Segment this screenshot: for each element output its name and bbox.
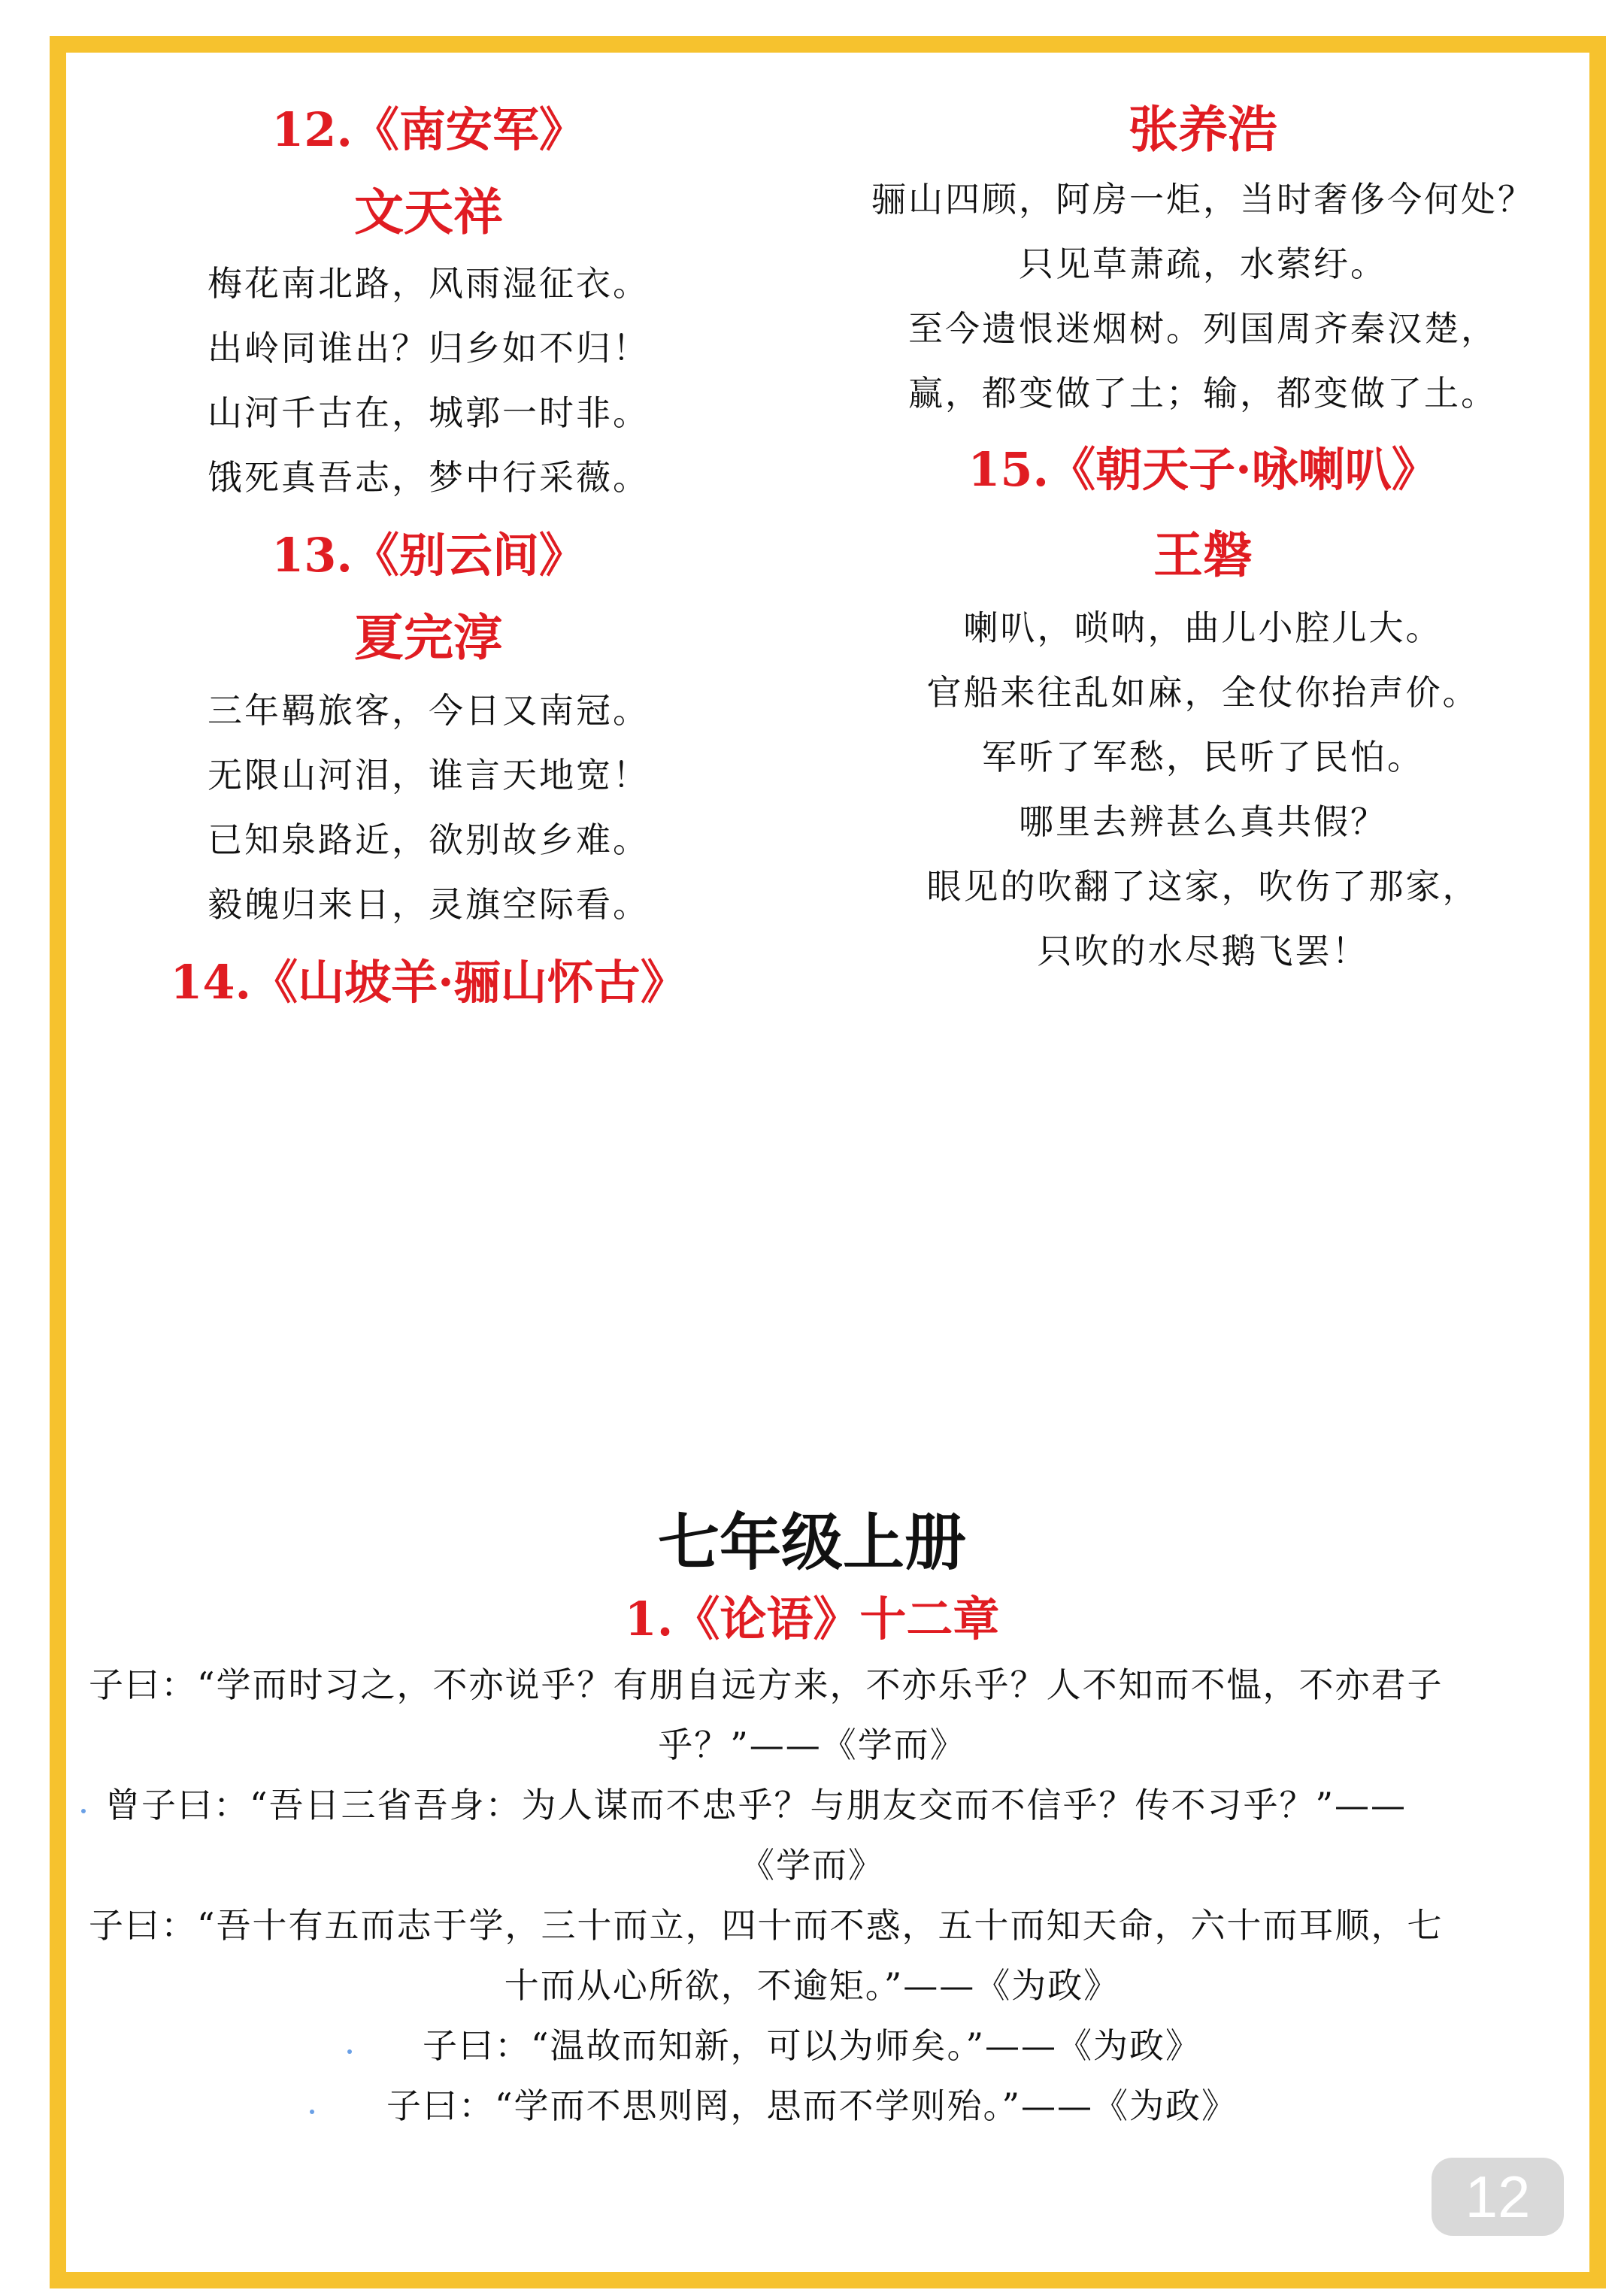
analects-paragraph-line: 曾子曰：“吾日三省吾身：为人谋而不忠乎？与朋友交而不信乎？传不习乎？”—— bbox=[105, 1785, 1407, 1825]
poem-15-line: 官船来往乱如麻，全仗你抬声价。 bbox=[926, 672, 1480, 713]
page-number-badge: 12 bbox=[1432, 2158, 1564, 2236]
poem-14-line: 至今遗恨迷烟树。列国周齐秦汉楚， bbox=[908, 308, 1498, 349]
poem-15-line: 只吹的水尽鹅飞罢！ bbox=[1037, 931, 1369, 971]
analects-paragraph-line: 子曰：“学而不思则罔，思而不学则殆。”——《为政》 bbox=[386, 2085, 1238, 2126]
poem-12-title: 12.《南安军》 bbox=[271, 102, 586, 157]
poem-13-line: 毅魄归来日，灵旗空际看。 bbox=[208, 884, 650, 925]
bullet-dot bbox=[81, 1809, 86, 1813]
poem-15-line: 眼见的吹翻了这家，吹伤了那家， bbox=[926, 866, 1480, 907]
poem-12-line: 梅花南北路，风雨湿征衣。 bbox=[208, 263, 650, 304]
analects-paragraph-line: 子曰：“学而时习之，不亦说乎？有朋自远方来，不亦乐乎？人不知而不愠，不亦君子 bbox=[89, 1664, 1444, 1705]
poem-14-title: 14.《山坡羊·骊山怀古》 bbox=[170, 955, 687, 1010]
poem-14-author: 张养浩 bbox=[1129, 100, 1277, 159]
analects-paragraph-line: 子曰：“吾十有五而志于学，三十而立，四十而不惑，五十而知天命，六十而耳顺，七 bbox=[89, 1905, 1444, 1946]
poem-13-title: 13.《别云间》 bbox=[271, 528, 586, 583]
poem-13-line: 无限山河泪，谁言天地宽！ bbox=[208, 755, 650, 795]
poem-12-line: 山河千古在，城郭一时非。 bbox=[208, 392, 650, 433]
poem-12-author: 文天祥 bbox=[354, 183, 503, 241]
analects-paragraph-line: 《学而》 bbox=[740, 1845, 884, 1886]
poem-12-line: 出岭同谁出？归乡如不归！ bbox=[208, 328, 650, 368]
poem-14-line: 赢，都变做了土；输，都变做了土。 bbox=[908, 373, 1498, 413]
analects-paragraph-line: 子曰：“温故而知新，可以为师矣。”——《为政》 bbox=[422, 2025, 1202, 2066]
analects-paragraph-line: 十而从心所欲，不逾矩。”——《为政》 bbox=[504, 1965, 1120, 2006]
poem-15-author: 王磐 bbox=[1153, 526, 1253, 584]
section-title: 七年级上册 bbox=[657, 1507, 966, 1579]
poem-13-author: 夏完淳 bbox=[354, 608, 503, 667]
poem-14-line: 只见草萧疏，水萦纡。 bbox=[1019, 244, 1387, 284]
poem-15-line: 哪里去辨甚么真共假？ bbox=[1019, 801, 1387, 842]
poem-12-line: 饿死真吾志，梦中行采薇。 bbox=[208, 457, 650, 498]
poem-15-line: 军听了军愁，民听了民怕。 bbox=[982, 737, 1424, 777]
section-subtitle: 1.《论语》十二章 bbox=[624, 1592, 1000, 1646]
poem-15-title: 15.《朝天子·咏喇叭》 bbox=[968, 442, 1438, 497]
poem-14-line: 骊山四顾，阿房一炬，当时奢侈今何处？ bbox=[871, 179, 1535, 220]
analects-paragraph-line: 乎？”——《学而》 bbox=[658, 1725, 966, 1765]
poem-13-line: 已知泉路近，欲别故乡难。 bbox=[208, 819, 650, 860]
poem-13-line: 三年羁旅客，今日又南冠。 bbox=[208, 690, 650, 731]
poem-15-line: 喇叭，唢呐，曲儿小腔儿大。 bbox=[963, 607, 1443, 648]
